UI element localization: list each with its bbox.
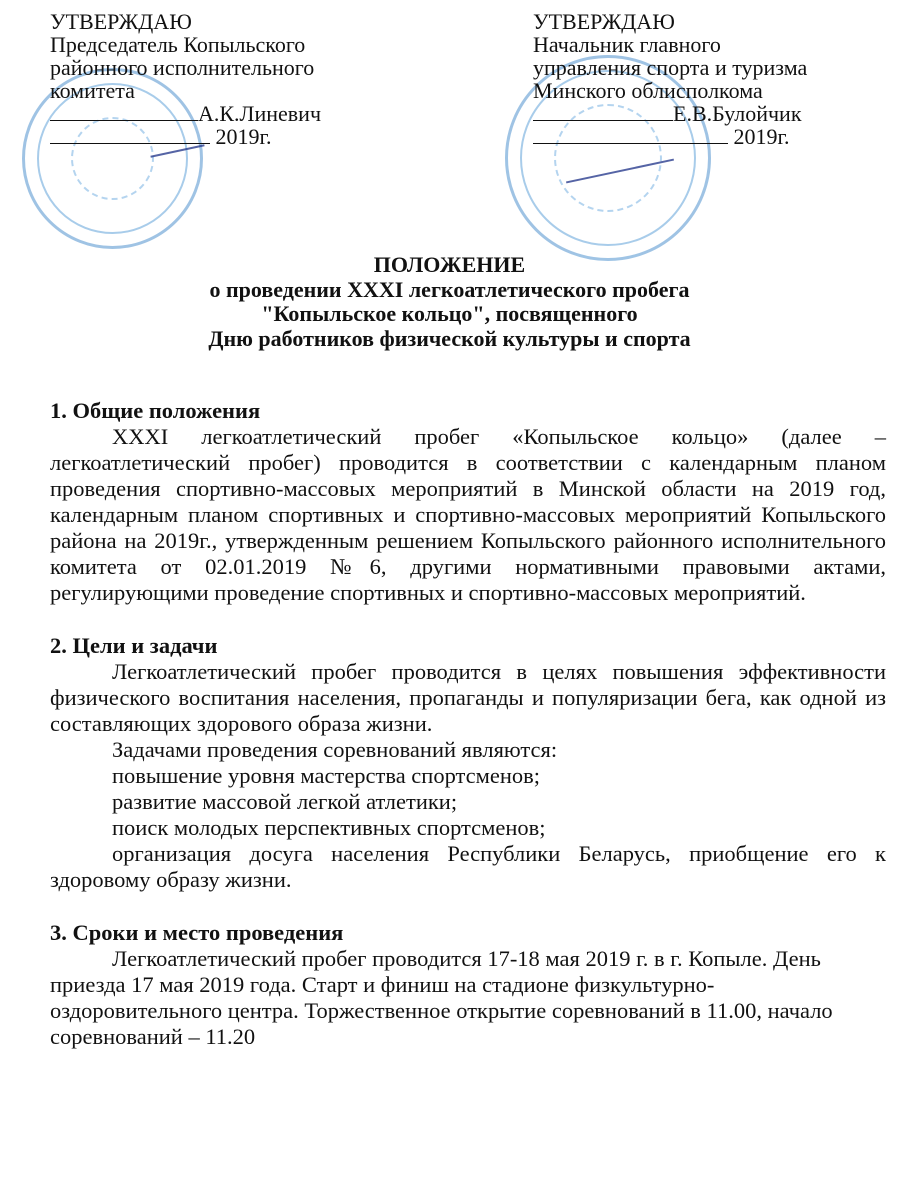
title-line: ПОЛОЖЕНИЕ [373,252,526,277]
approval-signature-line [50,102,380,125]
approval-date-line [50,125,380,148]
approval-heading: УТВЕРЖДАЮ [533,9,675,34]
approval-date: 2019г. [215,124,272,149]
approval-position-line: управления спорта и туризма [533,55,808,80]
approval-position-line: Минского облисполкома [533,78,763,103]
section-heading: 2. Цели и задачи [50,633,218,658]
list-item: поиск молодых перспективных спортсменов; [112,815,546,840]
approval-position-line: комитета [50,78,135,103]
approval-heading: УТВЕРЖДАЮ [50,9,192,34]
approval-position-line: районного исполнительного [50,55,315,80]
approval-position-line: Начальник главного [533,32,721,57]
title-line: о проведении XXXI легкоатлетического пробега [209,276,690,302]
approval-date-line [533,125,893,148]
approval-position-line: Председатель Копыльского [50,32,306,57]
approval-block-left [50,10,380,148]
approval-date: 2019г. [733,124,790,149]
approver-name: А.К.Линевич [198,101,322,126]
title-line: "Копыльское кольцо", посвященного [261,301,638,326]
section-paragraph: Легкоатлетический пробег проводится в целях повышения эффективности физического воспитания населения, пропаганды и популяризации бега, как одной из составляющих здорового образа жизни. [50,659,886,736]
approval-block-right [533,10,893,148]
document-title [0,253,899,351]
section-heading: 1. Общие положения [50,398,261,423]
section-heading: 3. Сроки и место проведения [50,920,344,945]
section-paragraph: XXXI легкоатлетический пробег «Копыльское кольцо» (далее – легкоатлетический пробег) проводится в соответствии с календарным планом проведения спортивно-массовых мероприятий в Минской области на 2019 год, календарным планом спортивных и спортивно-массовых мероприятий Копыльского района на 2019г., утвержденным решением Копыльского районного исполнительного комитета от 02.01.2019 №6, другими нормативными правовыми актами, регулирующими проведение спортивных и спортивно-массовых мероприятий. [50,424,886,605]
approver-name: Е.В.Булойчик [673,101,802,126]
approval-signature-line [533,102,893,125]
document-body [50,398,886,1050]
list-item: организация досуга населения Республики Беларусь, приобщение его к здоровому образу жизни. [50,841,886,892]
title-line: Дню работников физической культуры и спорта [208,325,691,351]
list-intro: Задачами проведения соревнований являются: [112,737,558,762]
section-paragraph: Легкоатлетический пробег проводится 17-18 мая 2019 г. в г. Копыле. День приезда 17 мая 2019 года. Старт и финиш на стадионе физкультурно-оздоровительного центра. Торжественное открытие соревнований в 11.00, начало соревнований – 11.20 [50,946,833,1049]
list-item: повышение уровня мастерства спортсменов; [112,763,541,788]
list-item: развитие массовой легкой атлетики; [112,789,458,814]
